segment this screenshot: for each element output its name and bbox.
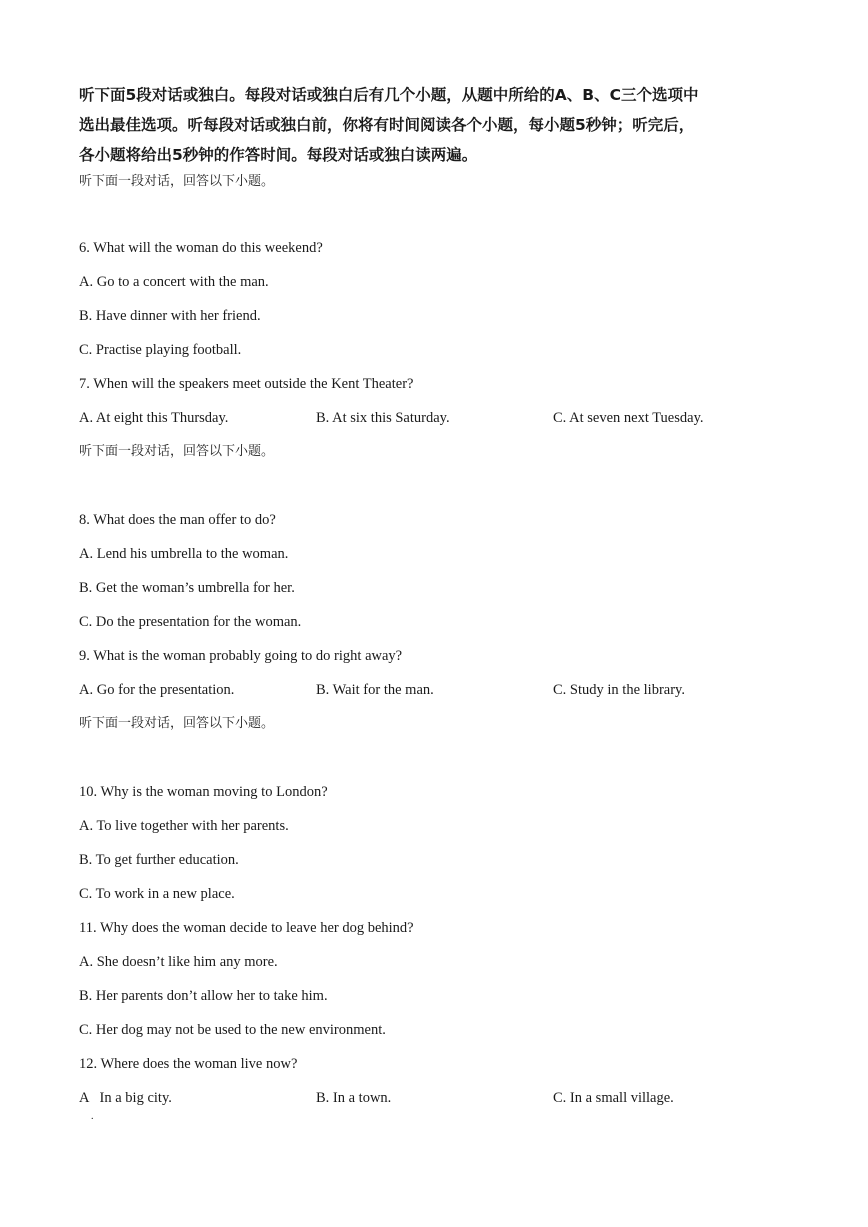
option-a: A. At eight this Thursday.: [79, 410, 229, 426]
option-a: A. To live together with her parents.: [79, 818, 289, 834]
instructions-line-2: 选出最佳选项。听每段对话或独白前，你将有时间阅读各个小题，每小题5秒钟；听完后，: [79, 116, 695, 134]
option-c: C. At seven next Tuesday.: [553, 410, 704, 426]
option-c: C. To work in a new place.: [79, 886, 235, 902]
option-c: C. Do the presentation for the woman.: [79, 614, 302, 630]
option-c: C. Study in the library.: [553, 682, 685, 698]
option-b: B. Her parents don’t allow her to take him.: [79, 988, 328, 1004]
question-stem: 9. What is the woman probably going to do right away?: [79, 648, 403, 664]
options-row: [79, 680, 809, 700]
option-a: A In a big city.: [79, 1090, 172, 1106]
option-a: A. Go to a concert with the man.: [79, 274, 269, 290]
option-b: B. Wait for the man.: [316, 682, 434, 698]
option-b: B. To get further education.: [79, 852, 239, 868]
options-row: [79, 408, 809, 428]
question-stem: 8. What does the man offer to do?: [79, 512, 276, 528]
question-stem: 10. Why is the woman moving to London?: [79, 784, 328, 800]
option-b: B. At six this Saturday.: [316, 410, 450, 426]
document-page: [79, 80, 809, 1108]
option-b: B. Get the woman’s umbrella for her.: [79, 580, 295, 596]
option-b: B. In a town.: [316, 1090, 392, 1106]
instructions-line-3: 各小题将给出5秒钟的作答时间。每段对话或独白读两遍。: [79, 146, 478, 164]
question-stem: 7. When will the speakers meet outside the Kent Theater?: [79, 376, 414, 392]
option-c: C. In a small village.: [553, 1090, 674, 1106]
section-intro: 听下面一段对话，回答以下小题。: [79, 716, 275, 731]
option-c: C. Her dog may not be used to the new environment.: [79, 1022, 386, 1038]
option-b: B. Have dinner with her friend.: [79, 308, 261, 324]
question-stem: 6. What will the woman do this weekend?: [79, 240, 323, 256]
option-a: A. Lend his umbrella to the woman.: [79, 546, 289, 562]
option-a: A. Go for the presentation.: [79, 682, 235, 698]
question-stem: 12. Where does the woman live now?: [79, 1056, 298, 1072]
options-row: [79, 1088, 809, 1108]
stray-dot: .: [91, 1111, 94, 1122]
option-c: C. Practise playing football.: [79, 342, 242, 358]
section-intro: 听下面一段对话，回答以下小题。: [79, 444, 275, 459]
instructions-line-1: 听下面5段对话或独白。每段对话或独白后有几个小题，从题中所给的A、B、C三个选项中: [79, 86, 699, 104]
option-a: A. She doesn’t like him any more.: [79, 954, 278, 970]
question-stem: 11. Why does the woman decide to leave her dog behind?: [79, 920, 414, 936]
section-intro: 听下面一段对话，回答以下小题。: [79, 174, 275, 189]
